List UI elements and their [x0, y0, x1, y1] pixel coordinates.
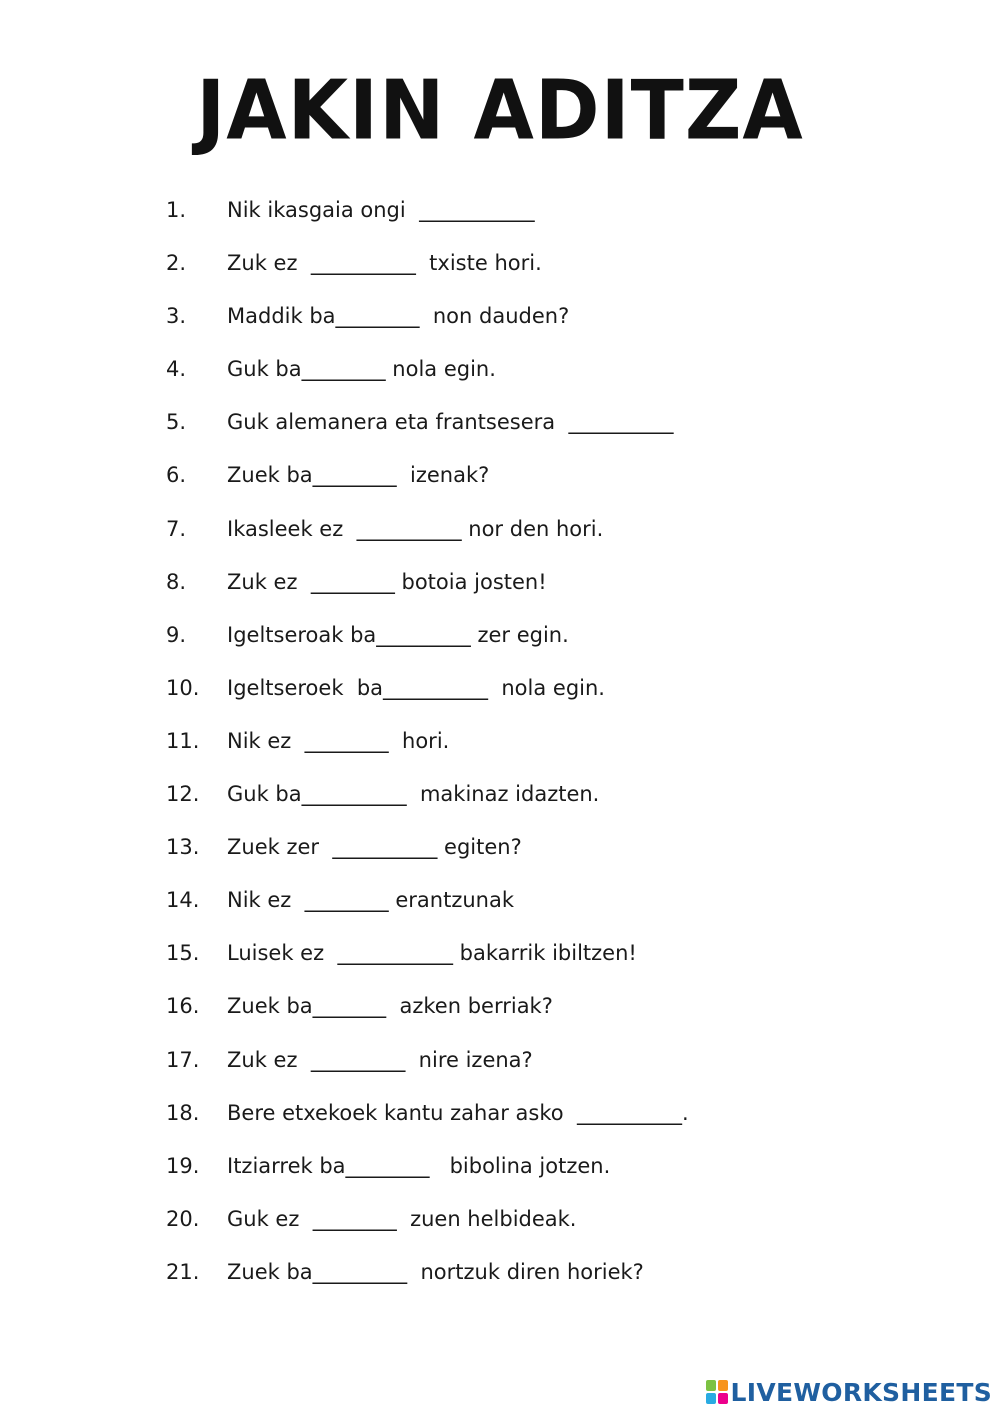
exercise-item	[0, 355, 1000, 408]
exercise-sentence: Igeltseroak ba_________ zer egin.	[227, 622, 569, 647]
exercise-sentence: Nik ikasgaia ongi ___________	[227, 198, 535, 222]
exercise-number: 21.	[166, 1259, 200, 1284]
exercise-item	[0, 727, 1000, 780]
exercise-item	[0, 780, 1000, 833]
liveworksheets-branding	[706, 1377, 992, 1407]
exercise-sentence: Zuek ba_________ nortzuk diren horiek?	[227, 1259, 644, 1284]
exercise-number: 1.	[166, 198, 187, 222]
exercise-number: 19.	[166, 1153, 200, 1178]
exercise-item	[0, 621, 1000, 674]
exercise-item	[0, 1099, 1000, 1152]
exercise-sentence: Bere etxekoek kantu zahar asko __________.	[227, 1100, 689, 1125]
exercise-item	[0, 196, 1000, 249]
exercise-sentence: Zuk ez _________ nire izena?	[227, 1047, 533, 1072]
exercise-sentence: Ikasleek ez __________ nor den hori.	[227, 516, 604, 541]
exercise-number: 8.	[166, 569, 187, 594]
exercise-item	[0, 302, 1000, 355]
exercise-item	[0, 1205, 1000, 1258]
exercise-sentence: Guk ba__________ makinaz idazten.	[227, 782, 600, 807]
exercise-item	[0, 1258, 1000, 1311]
exercise-number: 4.	[166, 357, 187, 382]
exercise-number: 15.	[166, 941, 200, 966]
exercise-item	[0, 992, 1000, 1045]
exercise-item	[0, 674, 1000, 727]
exercise-number: 14.	[166, 888, 200, 913]
exercise-item	[0, 249, 1000, 302]
exercise-number: 6.	[166, 463, 187, 488]
exercise-sentence: Guk alemanera eta frantsesera __________	[227, 410, 674, 435]
exercise-number: 16.	[166, 994, 200, 1019]
exercise-number: 18.	[166, 1100, 200, 1125]
exercise-number: 5.	[166, 410, 187, 435]
exercise-number: 13.	[166, 835, 200, 860]
exercise-item	[0, 939, 1000, 992]
exercise-sentence: Nik ez ________ erantzunak	[227, 888, 514, 913]
exercise-sentence: Igeltseroek ba__________ nola egin.	[227, 675, 605, 700]
exercise-sentence: Zuek ba_______ azken berriak?	[227, 994, 553, 1019]
exercise-item	[0, 515, 1000, 568]
exercise-number: 2.	[166, 251, 187, 276]
exercise-number: 20.	[166, 1206, 200, 1231]
exercise-sentence: Zuek zer __________ egiten?	[227, 835, 522, 860]
exercise-number: 7.	[166, 516, 187, 541]
exercise-item	[0, 1152, 1000, 1205]
brand-name: LIVEWORKSHEETS	[730, 1377, 992, 1407]
exercise-number: 12.	[166, 782, 200, 807]
exercise-item	[0, 461, 1000, 514]
exercise-sentence: Zuk ez ________ botoia josten!	[227, 569, 547, 594]
exercise-sentence: Itziarrek ba________ bibolina jotzen.	[227, 1153, 611, 1178]
page-title: JAKIN ADITZA	[196, 63, 804, 159]
exercise-sentence: Luisek ez ___________ bakarrik ibiltzen!	[227, 941, 637, 966]
exercise-number: 17.	[166, 1047, 200, 1072]
exercise-item	[0, 408, 1000, 461]
liveworksheets-logo-icon	[706, 1380, 728, 1404]
exercise-number: 3.	[166, 304, 187, 329]
exercise-number: 9.	[166, 622, 187, 647]
exercise-number: 11.	[166, 728, 200, 753]
exercise-sentence: Guk ez ________ zuen helbideak.	[227, 1206, 577, 1231]
exercise-item	[0, 1046, 1000, 1099]
exercise-number: 10.	[166, 675, 200, 700]
exercise-sentence: Maddik ba________ non dauden?	[227, 304, 570, 329]
exercise-item	[0, 833, 1000, 886]
exercise-list	[0, 196, 1000, 1311]
exercise-sentence: Nik ez ________ hori.	[227, 728, 450, 753]
exercise-item	[0, 568, 1000, 621]
exercise-sentence: Zuek ba________ izenak?	[227, 463, 490, 488]
exercise-item	[0, 886, 1000, 939]
exercise-sentence: Zuk ez __________ txiste hori.	[227, 251, 542, 276]
exercise-sentence: Guk ba________ nola egin.	[227, 357, 496, 382]
